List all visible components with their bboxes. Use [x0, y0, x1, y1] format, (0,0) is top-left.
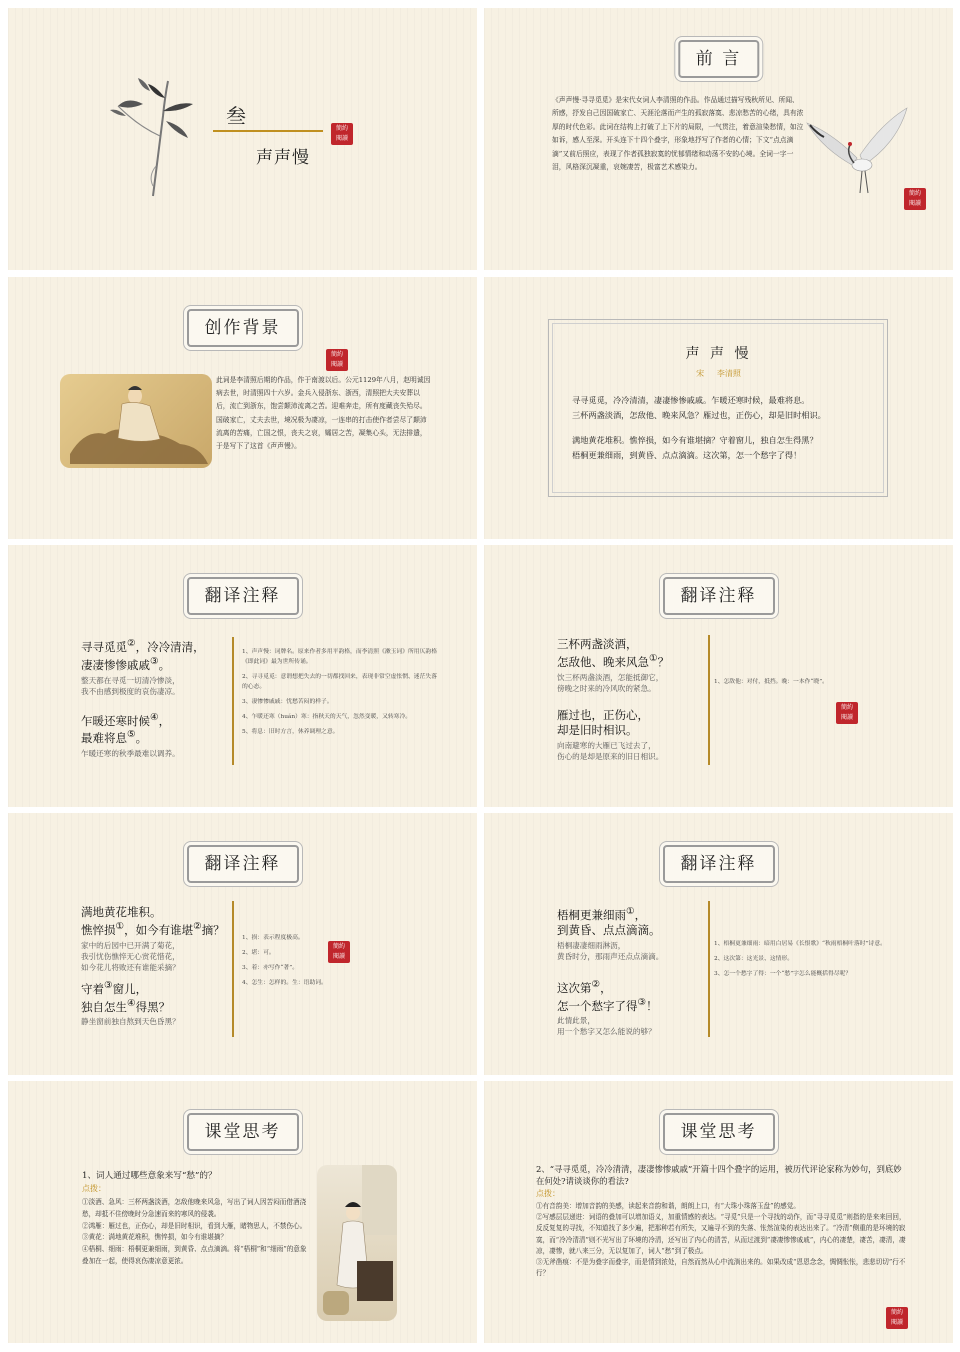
lady-painting [317, 1165, 397, 1321]
poem-line: 怎敌他、晚来风急 [557, 654, 649, 669]
seal-stamp: 簡約 閱讀 [328, 941, 350, 963]
poem-line: 三杯两盏淡酒，怎敌他、晚来风急？雁过也，正伤心，却是旧时相识。 [572, 410, 826, 420]
poem-line: ， [158, 713, 171, 728]
slide-heading: 创作背景 [187, 309, 299, 347]
poem-line: 到黄昏、点点滴滴。 [557, 922, 661, 937]
poem-line: 怎一个愁字了得 [557, 998, 638, 1013]
translation: 梧桐凄凄细雨淋沥， [557, 940, 626, 950]
bamboo-painting [108, 76, 198, 201]
slide-think-1 [8, 1081, 477, 1343]
poem-line: 却是旧时相识。 [557, 722, 638, 737]
slide-heading: 课堂思考 [663, 1113, 775, 1151]
slide-think-2 [484, 1081, 953, 1343]
section-numeral: 叁 [226, 104, 246, 128]
slide-heading: 翻译注释 [187, 577, 299, 615]
poem-dynasty: 宋 [696, 369, 705, 378]
slide-heading: 课堂思考 [187, 1113, 299, 1151]
translation: 如今花儿将败还有谁能采摘？ [81, 962, 180, 972]
note-marker: ③ [104, 979, 113, 991]
crane-painting [802, 103, 912, 208]
poem-line: 梧桐更兼细雨，到黄昏、点点滴滴。这次第，怎一个愁字了得！ [572, 450, 802, 460]
note-item: 2、这次第：这光景、这情形。 [714, 956, 794, 962]
poem-line: 得黑？ [135, 999, 171, 1014]
poem-line: ？ [657, 654, 670, 669]
translation: 饮三杯两盏淡酒，怎能抵御它， [557, 672, 664, 682]
answer-item: ③无斧凿痕：不是为叠字而叠字，而是情到浓处，自然而然从心中流淌出来的。如果改成“恩恩念念，惆惆怅怅，悲悲切切”行不行？ [536, 1258, 906, 1278]
translation: 家中的后园中已开满了菊花， [81, 940, 180, 950]
poem-line: ，如今有谁堪 [124, 922, 194, 937]
seal-stamp: 簡約 閱讀 [326, 349, 348, 371]
slide-cover [8, 8, 477, 270]
note-item: 2、寻寻觅觅：意谓想把失去的一切都找回来，表现非常空虚怅惘、迷茫失落的心态。 [242, 674, 437, 690]
translation: 此情此景， [557, 1016, 595, 1026]
slide-notes-3 [8, 813, 477, 1075]
poem-line: 满地黄花堆积。 [81, 905, 162, 919]
note-marker: ② [127, 638, 136, 649]
poem-line: 乍暖还寒时候 [81, 713, 150, 728]
note-marker: ② [591, 978, 601, 990]
poem-line: ， [634, 907, 647, 922]
poem-text [572, 393, 826, 463]
note-item: 4、乍暖还寒（huán）寒：指秋天的天气，忽然变暖，又转寒冷。 [242, 714, 412, 720]
note-item: 1、损：表示程度极高。 [242, 935, 304, 941]
seal-stamp: 簡約 閱讀 [904, 188, 926, 210]
question: 1、词人通过哪些意象来写“愁”的？ [82, 1171, 217, 1181]
slide-heading: 翻译注释 [663, 577, 775, 615]
poem-line: 雁过也，正伤心， [557, 707, 649, 722]
slide-poem [484, 277, 953, 539]
slide-background [8, 277, 477, 539]
divider [708, 901, 710, 1037]
note-marker: ① [115, 921, 125, 932]
poem-excerpt [81, 905, 231, 1027]
slide-notes-4 [484, 813, 953, 1075]
note-marker: ④ [150, 711, 159, 723]
translation: 伤心的是却是原来的旧日相识。 [557, 751, 664, 761]
question: 2、“寻寻觅觅，冷冷清清，凄凄惨惨戚戚”开篇十四个叠字的运用，被历代评论家称为妙句，到底妙在何处?请谈谈你的看法? [536, 1164, 902, 1186]
poem-line: 满地黄花堆积。憔悴损，如今有谁堪摘？守着窗儿，独自怎生得黑？ [572, 435, 818, 445]
answer-item: ④梧桐、细雨：梧桐更兼细雨，到黄昏、点点滴滴。将“梧桐”和“细雨”的意象叠加在一起，使得哀伤凄凉意更浓。 [82, 1245, 307, 1265]
note-item: 5、将息：旧时方言，休养调理之意。 [242, 729, 339, 735]
poem-line: 最难将息 [81, 731, 127, 746]
note-marker: ④ [127, 997, 136, 1009]
note-item: 1、怎敌他：对付，抵挡。晚：一本作“晓”。 [714, 679, 828, 685]
answer-item: ①淡酒、急风：三杯两盏淡酒，怎敌他晚来风急，写出了词人因苦闷而借酒浇愁，却抵不住傍晚时分急速而来的寒风的侵袭。 [82, 1198, 307, 1218]
note-item: 1、声声慢：词牌名。原来作者多用平韵格，而李清照《漱玉词》所用仄韵格《即此词》最为世所传诵。 [242, 649, 437, 665]
poem-excerpt [557, 905, 707, 1037]
translation: 黄昏时分，那雨声还点点滴滴。 [557, 951, 664, 961]
answer-list [82, 1197, 308, 1268]
answer-list [536, 1201, 908, 1279]
note-marker: ⑤ [127, 729, 136, 741]
note-item: 4、怎生：怎样的。生：语助词。 [242, 980, 327, 986]
poem-line: ！ [646, 998, 658, 1013]
title-rule [213, 130, 323, 132]
poem-byline [484, 368, 953, 379]
answer-item: ①有音韵美：增加音韵的美感，读起来音韵和谐，朗朗上口，有“大珠小珠落玉盘”的感觉。 [536, 1202, 800, 1210]
poem-line: 三杯两盏淡酒， [557, 637, 638, 651]
background-text: 此词是李清照后期的作品，作于南渡以后。公元1129年八月，赵明诚因病去世，时清照四十六岁。金兵入侵浙东、浙西，清照把大夫安葬以后，流亡到浙东，饱尝颠沛流离之苦。迎难奔走，所有度藏丧失殆尽。国破家亡，丈夫去世，境况极为凄凉，一连串的打击使作者尝尽了颠沛流离的苦痛，亡国之恨，丧夫之哀，孀居之苦，凝集心头，无法排遣，于是写下了这首《声声慢》。 [216, 376, 431, 451]
poem-line: 凄凄惨惨戚戚 [81, 657, 150, 672]
tip-label: 点拨： [82, 1184, 106, 1193]
slide-notes-1 [8, 545, 477, 807]
translation: 傍晚之时来的冷风吹的紧急。 [557, 683, 656, 693]
divider [708, 635, 710, 765]
notes-list [714, 939, 914, 984]
divider [232, 637, 234, 765]
note-marker: ① [649, 653, 658, 664]
slide-heading: 前 言 [678, 40, 759, 78]
note-marker: ① [626, 906, 635, 917]
translation: 我不由感到极度的哀伤凄凉。 [81, 686, 180, 696]
note-marker: ③ [150, 655, 159, 667]
note-item: 2、堪：可。 [242, 950, 275, 956]
slide-notes-2 [484, 545, 953, 807]
seal-stamp: 簡約 閱讀 [886, 1307, 908, 1329]
cover-title: 声声慢 [256, 148, 310, 168]
note-marker: ② [193, 921, 202, 932]
poem-line: 守着 [81, 981, 104, 996]
poem-line: 。 [135, 731, 148, 746]
poem-line: 寻寻觅觅 [81, 639, 127, 654]
translation: 整天都在寻觅一切清冷惨淡， [81, 675, 180, 685]
notes-list [242, 647, 442, 742]
note-item: 3、着：亦写作“著”。 [242, 965, 298, 971]
slide-heading: 翻译注释 [663, 845, 775, 883]
poem-line: 独自怎生 [81, 999, 127, 1014]
translation: 向南避寒的大雁已飞过去了， [557, 740, 656, 750]
preface-text: 《声声慢·寻寻觅觅》是宋代女词人李清照的作品。作品通过描写残秋所见、所闻、所感，抒发自己因国破家亡、天涯沦落而产生的孤寂落寞、悲凉愁苦的心绪，具有浓厚的时代色彩。此词在结构上打破了上下片的局限，一气贯注，着意渲染愁情，如泣如诉，感人至深。开头连下十四个叠字，形象地抒写了作者的心情；下文“点点滴滴”又前后照应，表现了作者孤独寂寞的忧郁情绪和动荡不安的心境。全词一字一泪，风格深沉凝重，哀婉凄苦，极富艺术感染力。 [552, 96, 804, 172]
poem-author: 李清照 [716, 369, 741, 378]
poem-excerpt: 寻寻觅觅②，冷冷清清， 凄凄惨惨戚戚③。 整天都在寻觅一切清冷惨淡， 我不由感到极度的哀伤凄凉。 乍暖还寒时候④， 最难将息⑤。 乍暖还寒的秋季最难以调养。 [81, 637, 231, 759]
poem-line: 憔悴损 [81, 922, 116, 937]
note-marker: ③ [637, 996, 647, 1008]
answer-item: ②写感层层递进：词语的叠加可以增加语义，加重情感的表达。“寻觅”只是一个寻找的动作，而“寻寻觅觅”则指的是来来回回，反反复复的寻找，不知道找了多少遍，把那种若有所失，又遍寻不到的失落、怅然渲染的表达出来了。“冷清”侧重的是环境的寂寞，而“冷冷清清”则不光写出了环境的冷清，还写出了内心的清苦，从而过渡到“凄凄惨惨戚戚”，内心的凄楚，凄苦，凄清，凄凉，凄惨，就八来三分，无以复加了，词人“愁”到了极点。 [536, 1213, 906, 1255]
note-item: 3、凄惨惨戚戚：忧愁苦闷的样子。 [242, 699, 333, 705]
poem-excerpt [557, 637, 707, 762]
poem-line: 摘？ [201, 922, 225, 937]
notes-list [714, 677, 924, 692]
poem-title: 声 声 慢 [685, 346, 752, 362]
tip-label: 点拨： [536, 1189, 560, 1198]
portrait-image [60, 374, 212, 468]
poem-line: ， [600, 980, 612, 995]
notes-list [242, 933, 382, 993]
seal-stamp: 簡約 閱讀 [836, 702, 858, 724]
seal-stamp: 簡約 閱讀 [331, 123, 353, 145]
poem-line: 寻寻觅觅，冷冷清清，凄凄惨惨戚戚。乍暖还寒时候，最难将息。 [572, 395, 810, 405]
translation: 我引忧伤憔悴无心赏花惜花， [81, 951, 180, 961]
translation: 用一个愁字又怎么能说的够？ [557, 1027, 656, 1037]
poem-line: 梧桐更兼细雨 [557, 907, 626, 922]
poem-line: ，冷冷清清， [135, 639, 205, 654]
translation: 乍暖还寒的秋季最难以调养。 [81, 749, 180, 759]
note-item: 3、怎一个愁字了得：一个“愁”字怎么能概括得尽呢？ [714, 971, 852, 977]
slide-preface [484, 8, 953, 270]
poem-line: 窗儿， [112, 981, 148, 996]
note-item: 1、梧桐更兼细雨：暗用白居易《长恨歌》“秋雨梧桐叶落时”诗意。 [714, 941, 886, 947]
translation: 静坐窗前独自熬到天色昏黑？ [81, 1017, 180, 1027]
answer-item: ②鸿雁：雁过也，正伤心，却是旧时相识，看到大雁，睹物思人，不禁伤心。 [82, 1221, 307, 1230]
answer-item: ③黄花：满地黄花堆积，憔悴损，如今有谁堪摘？ [82, 1233, 228, 1242]
poem-line: 这次第 [557, 980, 592, 995]
divider [232, 901, 234, 1037]
slide-heading: 翻译注释 [187, 845, 299, 883]
